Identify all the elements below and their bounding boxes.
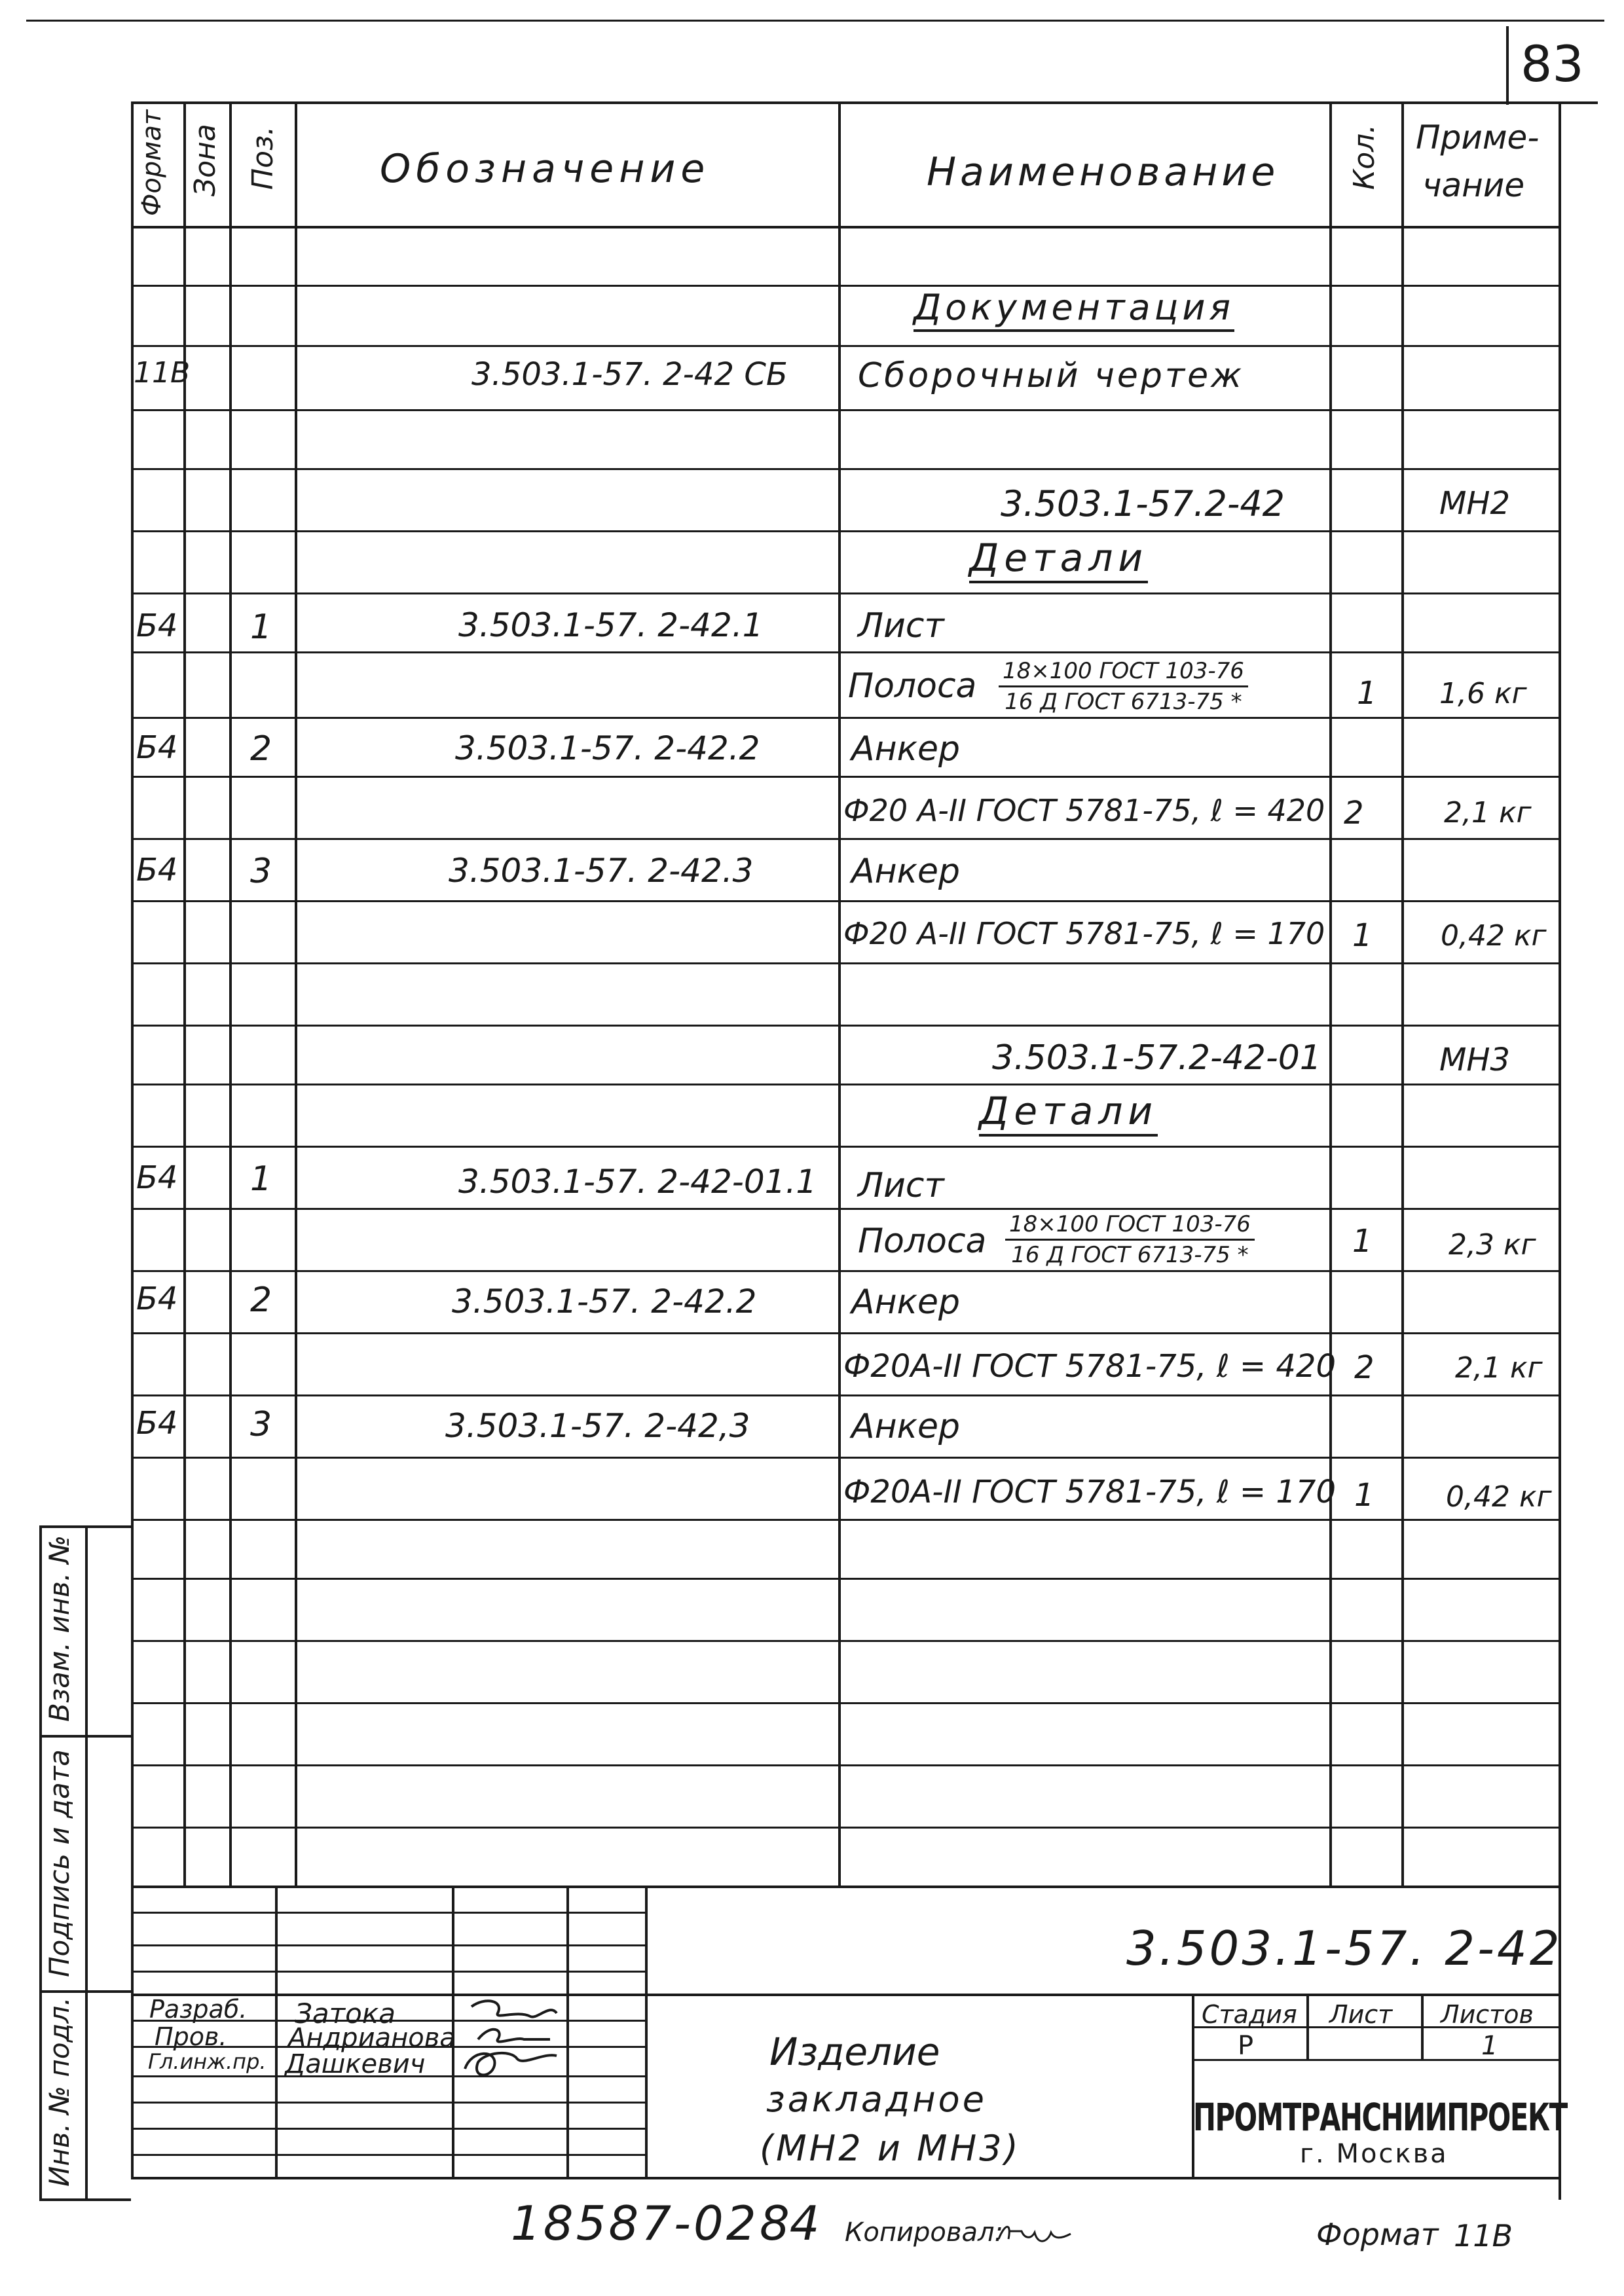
row-format: Б4	[136, 1405, 178, 1442]
gost-fraction	[999, 658, 1248, 715]
row-note: 0,42 кг	[1446, 1480, 1552, 1514]
format-value: 11В	[1454, 2218, 1513, 2253]
row-name: Ф20А-II ГОСТ 5781-75, ℓ = 420	[843, 1348, 1336, 1385]
section-documentation: Документация	[913, 290, 1234, 332]
table-left-border	[131, 101, 134, 2177]
col-sep-qty	[1401, 101, 1404, 1886]
row-line	[131, 1270, 1559, 1272]
tb-row	[131, 2128, 645, 2130]
row-format: Б4	[136, 729, 178, 766]
row-name: Сборочный чертеж	[858, 356, 1244, 395]
fraction-bottom: 16 Д ГОСТ 6713-75 *	[1011, 1242, 1249, 1268]
header-name: Наименование	[927, 149, 1280, 195]
tb-col	[566, 1886, 569, 2177]
row-name: Ф20А-II ГОСТ 5781-75, ℓ = 170	[843, 1474, 1336, 1510]
tb-main-sep	[131, 1994, 1559, 1996]
side-stamp-bottom	[39, 2198, 131, 2201]
sheets-value: 1	[1481, 2031, 1498, 2061]
product-line2: закладное	[766, 2079, 987, 2120]
organization-city: г. Москва	[1300, 2139, 1449, 2169]
row-name: Лист	[858, 1166, 944, 1205]
col-sep-designation	[838, 101, 841, 1886]
title-doc-code: 3.503.1-57. 2-42	[1126, 1921, 1562, 1976]
col-sep-pos	[295, 101, 297, 1886]
row-line	[131, 592, 1559, 594]
row-note: 2,1 кг	[1455, 1351, 1543, 1385]
product-line1: Изделие	[769, 2030, 940, 2074]
tb-col	[1192, 1994, 1194, 2177]
row-designation: 3.503.1-57. 2-42,3	[445, 1407, 750, 1445]
gost-fraction	[1005, 1211, 1255, 1268]
row-line	[131, 345, 1559, 347]
row-line	[131, 1084, 1559, 1085]
tb-row	[131, 1971, 645, 1973]
row-line	[131, 717, 1559, 719]
tb-row	[131, 2154, 645, 2156]
side-stamp-left	[39, 1525, 42, 2200]
row-line	[131, 285, 1559, 287]
page-number-box-left	[1506, 26, 1509, 105]
header-qty: Кол.	[1348, 124, 1381, 190]
tb-row	[131, 2102, 645, 2104]
title-block-top	[131, 1886, 1559, 1888]
row-line	[131, 468, 1559, 470]
header-format: Формат	[137, 109, 167, 216]
row-designation: 3.503.1-57. 2-42.1	[458, 606, 764, 644]
row-qty: 1	[1354, 1477, 1375, 1514]
row-pos: 3	[250, 1405, 272, 1444]
row-line	[131, 900, 1559, 902]
row-qty: 1	[1357, 675, 1377, 712]
header-zone: Зона	[189, 124, 222, 196]
table-header-bottom	[131, 226, 1559, 228]
header-note-line2: чание	[1422, 166, 1525, 204]
copier-signature	[995, 2213, 1074, 2252]
role-developer: Разраб.	[149, 1995, 248, 2024]
row-line	[131, 1025, 1559, 1027]
row-line	[131, 1640, 1559, 1642]
header-pos: Поз.	[246, 126, 280, 190]
row-note: 0,42 кг	[1441, 919, 1547, 953]
row-pos: 2	[250, 1281, 272, 1320]
format-label: Формат	[1316, 2217, 1439, 2252]
stage-value: Р	[1238, 2031, 1254, 2061]
table-top-border	[131, 101, 1559, 104]
row-name: Ф20 А-II ГОСТ 5781-75, ℓ = 420	[843, 793, 1325, 828]
row-name: Анкер	[851, 852, 960, 891]
row-format: Б4	[136, 608, 178, 644]
row-qty: 2	[1354, 1349, 1375, 1386]
row-name: Анкер	[851, 1283, 960, 1322]
row-line	[131, 651, 1559, 653]
row-line	[131, 1332, 1559, 1334]
row-designation: 3.503.1-57. 2-42-01.1	[458, 1163, 817, 1201]
header-designation: Обозначение	[380, 146, 710, 192]
table-right-border	[1559, 101, 1561, 2200]
row-qty: 2	[1344, 795, 1364, 831]
row-line	[131, 409, 1559, 411]
row-name: Полоса	[858, 1222, 987, 1261]
row-qty: 1	[1352, 917, 1373, 954]
row-qty: 1	[1352, 1223, 1373, 1260]
archive-number: 18587-02	[511, 2196, 759, 2251]
row-line	[131, 1208, 1559, 1210]
row-name: Ф20 А-II ГОСТ 5781-75, ℓ = 170	[843, 916, 1325, 951]
row-line	[131, 776, 1559, 778]
fraction-top: 18×100 ГОСТ 103-76	[999, 658, 1248, 687]
row-name: Анкер	[851, 729, 960, 769]
row-line	[131, 1146, 1559, 1148]
row-pos: 1	[250, 1159, 272, 1199]
side-stamp-inv-orig: Инв. № подл.	[43, 1997, 75, 2187]
side-stamp-inv-sub: Взам. инв. №	[43, 1535, 75, 1722]
col-sep-name	[1329, 101, 1332, 1886]
product-line3: (МН2 и МН3)	[760, 2128, 1021, 2169]
organization-name: ПРОМТРАНСНИИПРОЕКТ	[1193, 2095, 1567, 2140]
section-parts: Детали	[979, 1092, 1158, 1137]
row-line	[131, 1764, 1559, 1766]
row-note: 2,3 кг	[1449, 1228, 1536, 1262]
row-name: Анкер	[851, 1407, 960, 1446]
row-designation: 3.503.1-57. 2-42.2	[452, 1283, 757, 1321]
side-stamp-sep	[39, 1990, 131, 1993]
sheets-label: Листов	[1441, 2000, 1534, 2029]
row-line	[131, 1457, 1559, 1459]
variant-designation: 3.503.1-57.2-42	[1001, 483, 1285, 524]
row-line	[131, 530, 1559, 532]
copied-label: Копировал:	[845, 2217, 1004, 2248]
page-number: 83	[1521, 35, 1584, 93]
row-note: 1,6 кг	[1439, 677, 1527, 710]
fraction-bottom: 16 Д ГОСТ 6713-75 *	[1005, 689, 1242, 715]
row-format: 11В	[134, 356, 191, 390]
role-chief-engineer: Гл.инж.пр.	[148, 2049, 267, 2074]
row-line	[131, 1578, 1559, 1580]
tb-row	[131, 1944, 645, 1946]
row-designation: 3.503.1-57. 2-42 СБ	[471, 356, 788, 393]
row-name: Полоса	[848, 666, 977, 706]
row-line	[131, 1519, 1559, 1521]
row-line	[131, 1394, 1559, 1396]
row-note: 2,1 кг	[1444, 796, 1532, 829]
name-chief-engineer: Дашкевич	[285, 2049, 426, 2079]
row-pos: 2	[250, 729, 272, 769]
tb-col	[645, 1886, 648, 2177]
top-frame-line	[26, 20, 1604, 22]
row-format: Б4	[136, 1159, 178, 1196]
row-name: Лист	[858, 606, 944, 646]
fraction-top: 18×100 ГОСТ 103-76	[1005, 1211, 1255, 1241]
row-format: Б4	[136, 852, 178, 888]
stage-label: Стадия	[1202, 2000, 1297, 2029]
role-checker: Пров.	[155, 2022, 227, 2051]
row-line	[131, 1702, 1559, 1704]
signatures-drawing	[458, 1984, 563, 2088]
tb-row	[131, 1912, 645, 1914]
row-pos: 3	[250, 852, 272, 891]
archive-sheet: 84	[760, 2196, 820, 2251]
side-stamp-mid	[85, 1525, 88, 2200]
sheet-label: Лист	[1329, 2000, 1393, 2029]
variant-designation: 3.503.1-57.2-42-01	[992, 1038, 1321, 1078]
tb-col	[275, 1886, 278, 2177]
col-sep-zone	[229, 101, 232, 1886]
name-developer: Затока	[295, 1997, 396, 2030]
header-note-line1: Приме-	[1416, 118, 1540, 156]
side-stamp-sign-date: Подпись и дата	[43, 1749, 75, 1977]
row-format: Б4	[136, 1281, 178, 1317]
title-block-bottom	[131, 2177, 1559, 2179]
row-designation: 3.503.1-57. 2-42.2	[455, 729, 760, 767]
row-designation: 3.503.1-57. 2-42.3	[449, 852, 754, 890]
section-parts: Детали	[969, 539, 1148, 583]
variant-note: МН2	[1439, 485, 1511, 522]
name-checker: Андрианова	[288, 2023, 456, 2053]
side-stamp-sep	[39, 1735, 131, 1738]
row-pos: 1	[250, 608, 272, 647]
row-line	[131, 962, 1559, 964]
row-line	[131, 1827, 1559, 1829]
variant-note: МН3	[1439, 1042, 1511, 1078]
side-stamp-top	[39, 1525, 131, 1528]
row-line	[131, 838, 1559, 840]
